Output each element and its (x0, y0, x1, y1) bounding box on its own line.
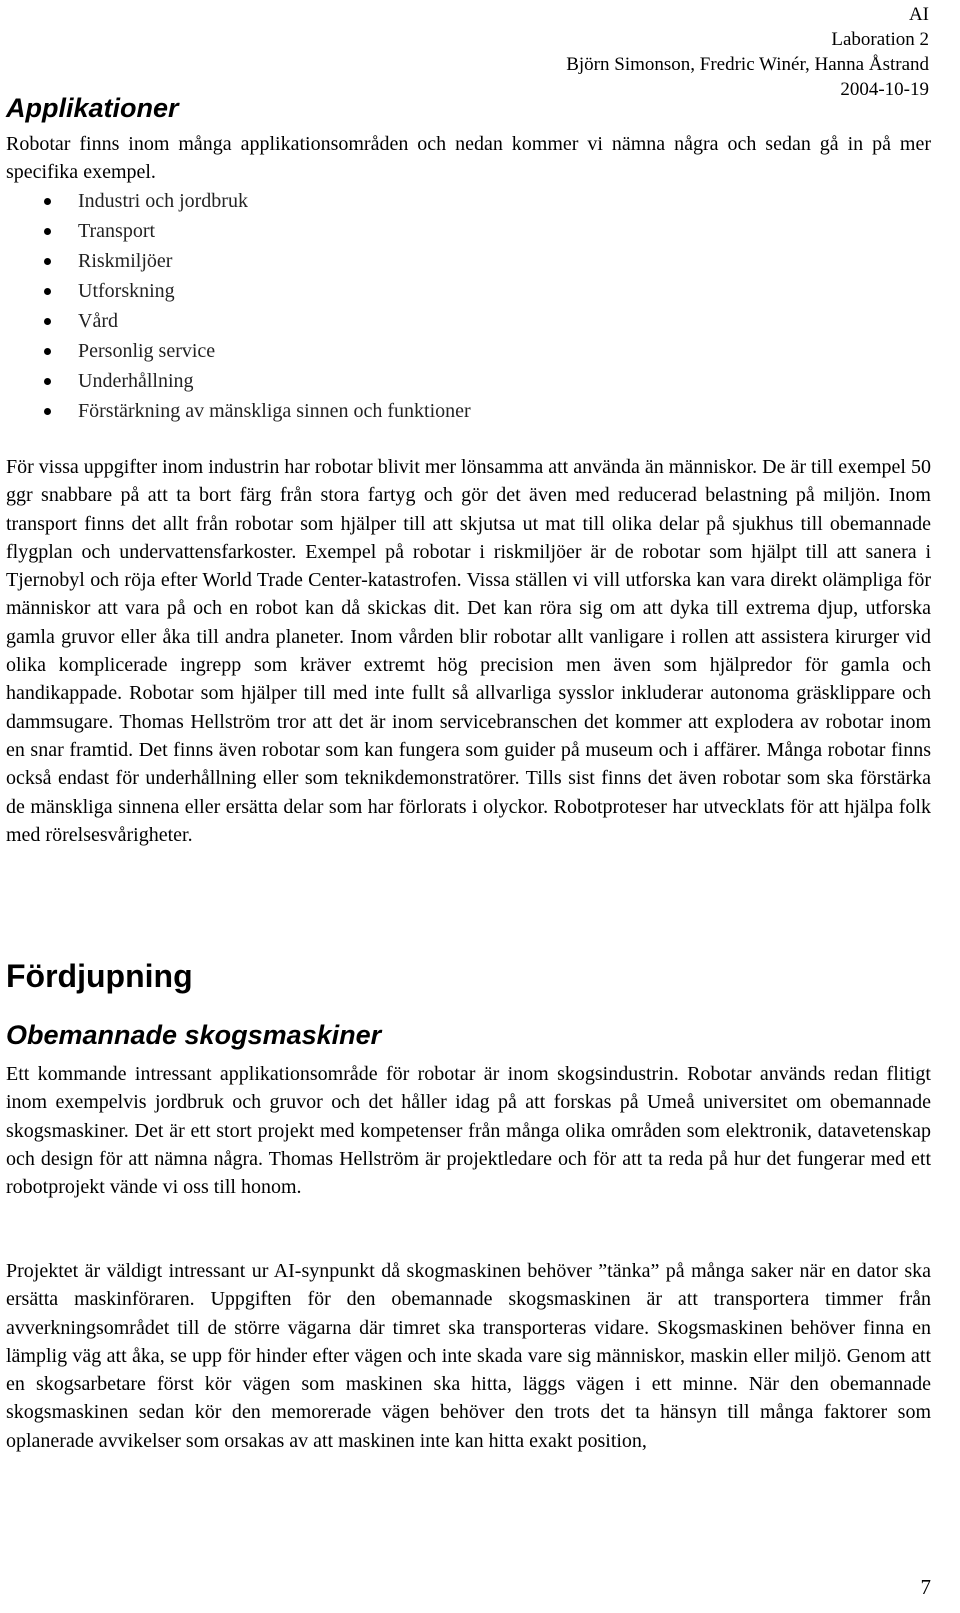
list-item: Personlig service (6, 336, 471, 366)
bullet-icon (44, 378, 51, 385)
header-lab: Laboration 2 (831, 29, 929, 50)
bullet-icon (44, 318, 51, 325)
applikationer-intro: Robotar finns inom många applikationsområden och nedan kommer vi nämna några och sedan gå in på mer specifika exempel. (6, 133, 931, 184)
list-item: Transport (6, 216, 471, 246)
list-item: Underhållning (6, 366, 471, 396)
list-item: Industri och jordbruk (6, 186, 471, 216)
header-authors: Björn Simonson, Fredric Winér, Hanna Åstrand (566, 54, 929, 75)
applikationer-body: För vissa uppgifter inom industrin har robotar blivit mer lönsamma att använda än människor. De är till exempel 50 ggr snabbare på att ta bort färg från stora fartyg och gör det även med reducerad belastning på miljön. Inom transport finns det allt från robotar som hjälper till att skjutsa ut mat till olika delar på sjukhus till obemannade flygplan och undervattensfarkoster. Exempel på robotar i riskmiljöer är de robotar som hjälpt till att sanera i Tjernobyl och röja efter World Trade Center-katastrofen. Vissa ställen vi vill utforska kan vara direkt olämpliga för människor att vara på och en robot kan då skickas dit. Det kan röra sig om att dyka till extrema djup, utforska gamla gruvor eller åka till andra planeter. Inom vården blir robotar allt vanligare i rollen att assistera kirurger vid olika komplicerade ingrepp som kräver extremt hög precision men även som hjälpredor för gamla och handikappade. Robotar som hjälper till med inte fullt så allvarliga sysslor inkluderar autonoma gräsklippare och dammsugare. Thomas Hellström tror att det är inom servicebranschen det kommer att explodera av robotar inom en snar framtid. Det finns även robotar som kan fungera som guider på museum och i affärer. Många robotar finns också endast för underhållning eller som teknikdemonstratörer. Tills sist finns det även robotar som ska förstärka de mänskliga sinnena eller ersätta delar som har förlorats i olyckor. Robotproteser har utvecklats för att hjälpa folk med rörelsesvårigheter. (6, 456, 931, 846)
page-header (566, 2, 929, 102)
fordjupning-paragraph-2: Projektet är väldigt intressant ur AI-synpunkt då skogmaskinen behöver ”tänka” på många saker när en dator ska ersätta maskinföraren. Uppgiften för den obemannade skogsmaskinen är att transportera timmer från avverkningsområdet till de större vägarna där timret ska transporteras vidare. Skogsmaskinen behöver finna en lämplig väg att åka, se upp för hinder efter vägen och inte skada vare sig människor, maskin eller miljö. Genom att en skogsarbetare först kör vägen som maskinen ska hitta, läggs vägen i ett minne. När den obemannade skogsmaskinen sedan kör den memorerade vägen behöver den trots det ta hänsyn till många faktorer som oplanerade avvikelser som orsakas av att maskinen inte kan hitta exakt position, (6, 1260, 931, 1452)
bullet-icon (44, 258, 51, 265)
header-course: AI (908, 4, 929, 25)
list-item: Förstärkning av mänskliga sinnen och funktioner (6, 396, 471, 426)
bullet-icon (44, 408, 51, 415)
bullet-icon (44, 348, 51, 355)
list-item: Utforskning (6, 276, 471, 306)
header-date: 2004-10-19 (840, 79, 929, 100)
list-item: Vård (6, 306, 471, 336)
fordjupning-paragraph-1: Ett kommande intressant applikationsområde för robotar är inom skogsindustrin. Robotar används redan flitigt inom exempelvis jordbruk och gruvor och det håller idag på att forskas på Umeå universitet om obemannade skogsmaskiner. Det är ett stort projekt med kompetenser från många olika områden som elektronik, datavetenskap och design för att nämna några. Thomas Hellström är projektledare och för att ta reda på hur det fungerar med ett robotprojekt vände vi oss till honom. (6, 1063, 931, 1199)
page-number: 7 (920, 1575, 931, 1599)
bullet-icon (44, 288, 51, 295)
section-heading-applikationer: Applikationer (6, 93, 179, 123)
subheading-skogsmaskiner: Obemannade skogsmaskiner (6, 1020, 382, 1050)
bullet-icon (44, 198, 51, 205)
list-item: Riskmiljöer (6, 246, 471, 276)
section-heading-fordjupning: Fördjupning (6, 958, 193, 994)
bullet-icon (44, 228, 51, 235)
application-area-list (6, 186, 471, 426)
